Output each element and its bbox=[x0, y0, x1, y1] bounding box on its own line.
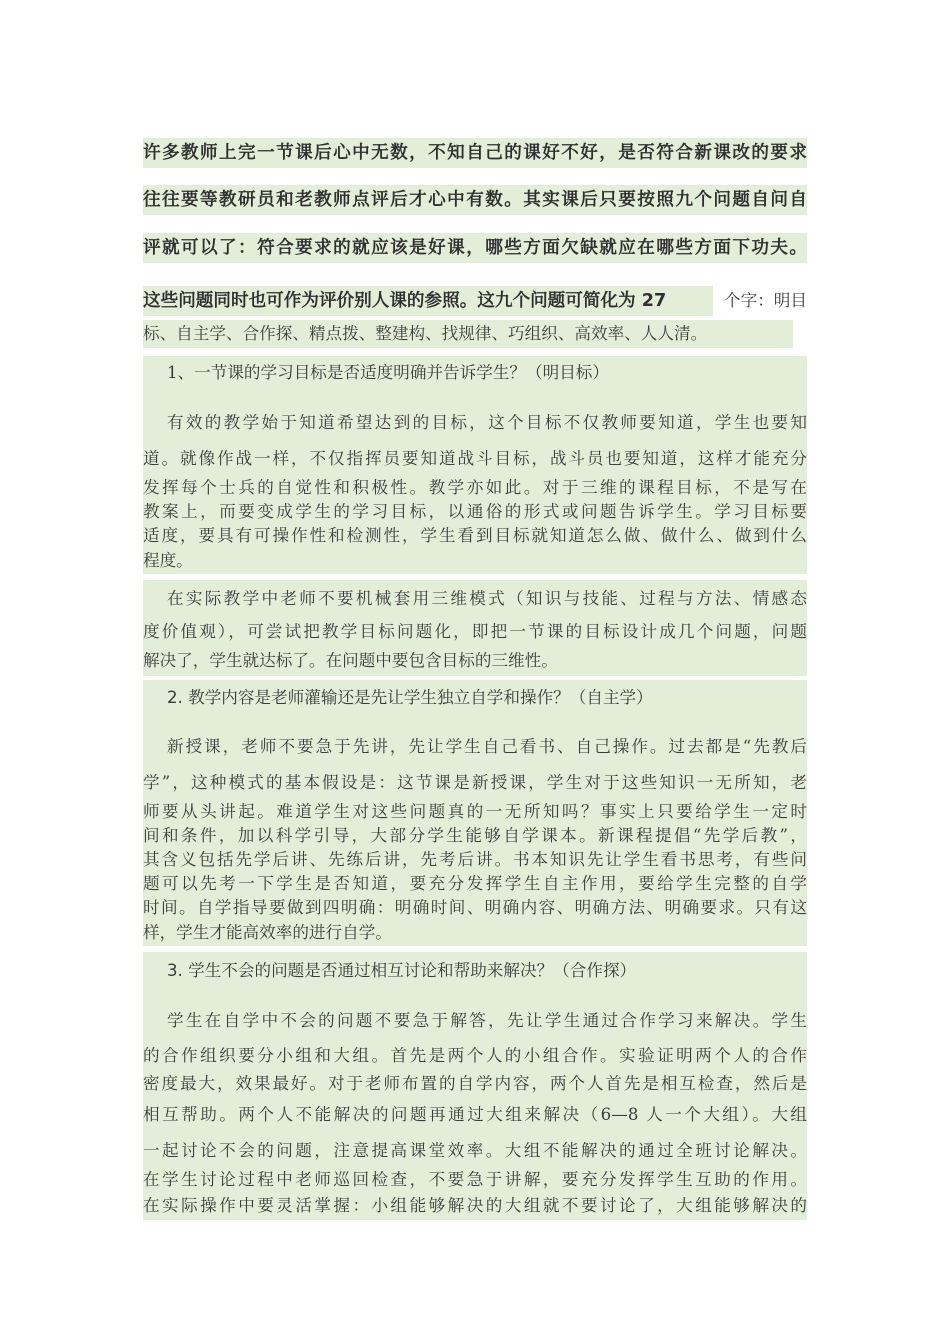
keywords-line: 标、自主学、合作探、精点拨、整建构、找规律、巧组织、高效率、人人清。 bbox=[143, 320, 793, 348]
section-heading bbox=[143, 952, 807, 990]
paragraph-line: 发挥每个士兵的自觉性和积极性。教学亦如此。对于三维的课程目标，不是写在 bbox=[143, 476, 807, 500]
intro-line bbox=[143, 286, 713, 316]
spacer bbox=[143, 716, 807, 728]
paragraph-line: 道。就像作战一样，不仅指挥员要知道战斗目标，战斗员也要知道，这样才能充分 bbox=[143, 442, 807, 476]
section-number: 3. bbox=[167, 961, 183, 980]
intro-line-tail: 个字：明目 bbox=[724, 291, 807, 310]
paragraph-line: 一起讨论不会的问题，注意提高课堂效率。大组不能解决的通过全班讨论解决。 bbox=[143, 1134, 807, 1168]
section-heading-text: 学生不会的问题是否通过相互讨论和帮助来解决？（合作探） bbox=[182, 961, 637, 980]
paragraph-line: 新授课，老师不要急于先讲，先让学生自己看书、自己操作。过去都是“先教后 bbox=[143, 728, 807, 766]
section-heading bbox=[143, 680, 807, 716]
paragraph-line: 学”，这种模式的基本假设是：这节课是新授课，学生对于这些知识一无所知，老 bbox=[143, 766, 807, 800]
paragraph-line: 在实际教学中老师不要机械套用三维模式（知识与技能、过程与方法、情感态 bbox=[143, 580, 807, 618]
paragraph-line: 度价值观），可尝试把教学目标问题化，即把一节课的目标设计成几个问题，问题 bbox=[143, 618, 807, 646]
intro-bold-text: 这些问题同时也可作为评价别人课的参照。这九个问题可简化为 27 bbox=[143, 291, 667, 311]
paragraph-line: 密度最大，效果最好。对于老师布置的自学内容，两个人首先是相互检查，然后是 bbox=[143, 1072, 807, 1096]
paragraph-line: 在实际操作中要灵活掌握：小组能够解决的大组就不要讨论了，大组能够解决的 bbox=[143, 1192, 807, 1220]
paragraph-line: 题可以先考一下学生是否知道，要充分发挥学生自主作用，要给学生完整的自学 bbox=[143, 872, 807, 896]
section-heading: 1、一节课的学习目标是否适度明确并告诉学生？（明目标） bbox=[143, 356, 807, 390]
spacer bbox=[143, 990, 807, 1002]
paragraph-line: 相互帮助。两个人不能解决的问题再通过大组来解决（6—8 人一个大组）。大组 bbox=[143, 1096, 807, 1134]
section-number: 2. bbox=[167, 688, 183, 707]
intro-line: 评就可以了：符合要求的就应该是好课，哪些方面欠缺就应在哪些方面下功夫。 bbox=[143, 233, 807, 263]
paragraph-line: 师要从头讲起。难道学生对这些问题真的一无所知吗？事实上只要给学生一定时 bbox=[143, 800, 807, 824]
paragraph-line: 其含义包括先学后讲、先练后讲，先考后讲。书本知识先让学生看书思考，有些问 bbox=[143, 848, 807, 872]
paragraph-line: 程度。 bbox=[143, 548, 807, 574]
spacer bbox=[143, 390, 807, 404]
paragraph-line: 在学生讨论过程中老师巡回检查，不要急于讲解，要充分发挥学生互助的作用。 bbox=[143, 1168, 807, 1192]
paragraph-line: 的合作组织要分小组和大组。首先是两个人的小组合作。实验证明两个人的合作 bbox=[143, 1040, 807, 1072]
paragraph-line: 有效的教学始于知道希望达到的目标，这个目标不仅教师要知道，学生也要知 bbox=[143, 404, 807, 442]
intro-line: 许多教师上完一节课后心中无数，不知自己的课好不好，是否符合新课改的要求 bbox=[143, 138, 807, 168]
paragraph-line: 教案上，而要变成学生的学习目标，以通俗的形式或问题告诉学生。学习目标要 bbox=[143, 500, 807, 524]
intro-line: 往往要等教研员和老教师点评后才心中有数。其实课后只要按照九个问题自问自 bbox=[143, 185, 807, 215]
paragraph-line: 学生在自学中不会的问题不要急于解答，先让学生通过合作学习来解决。学生 bbox=[143, 1002, 807, 1040]
section-heading-text: 教学内容是老师灌输还是先让学生独立自学和操作？（自主学） bbox=[182, 688, 653, 707]
paragraph-line: 适度，要具有可操作性和检测性，学生看到目标就知道怎么做、做什么、做到什么 bbox=[143, 524, 807, 548]
paragraph-line: 样，学生才能高效率的进行自学。 bbox=[143, 920, 807, 946]
paragraph-line: 时间。自学指导要做到四明确：明确时间、明确内容、明确方法、明确要求。只有这 bbox=[143, 896, 807, 920]
paragraph-line: 间和条件，加以科学引导，大部分学生能够自学课本。新课程提倡“先学后教”， bbox=[143, 824, 807, 848]
paragraph-line: 解决了，学生就达标了。在问题中要包含目标的三维性。 bbox=[143, 646, 807, 676]
